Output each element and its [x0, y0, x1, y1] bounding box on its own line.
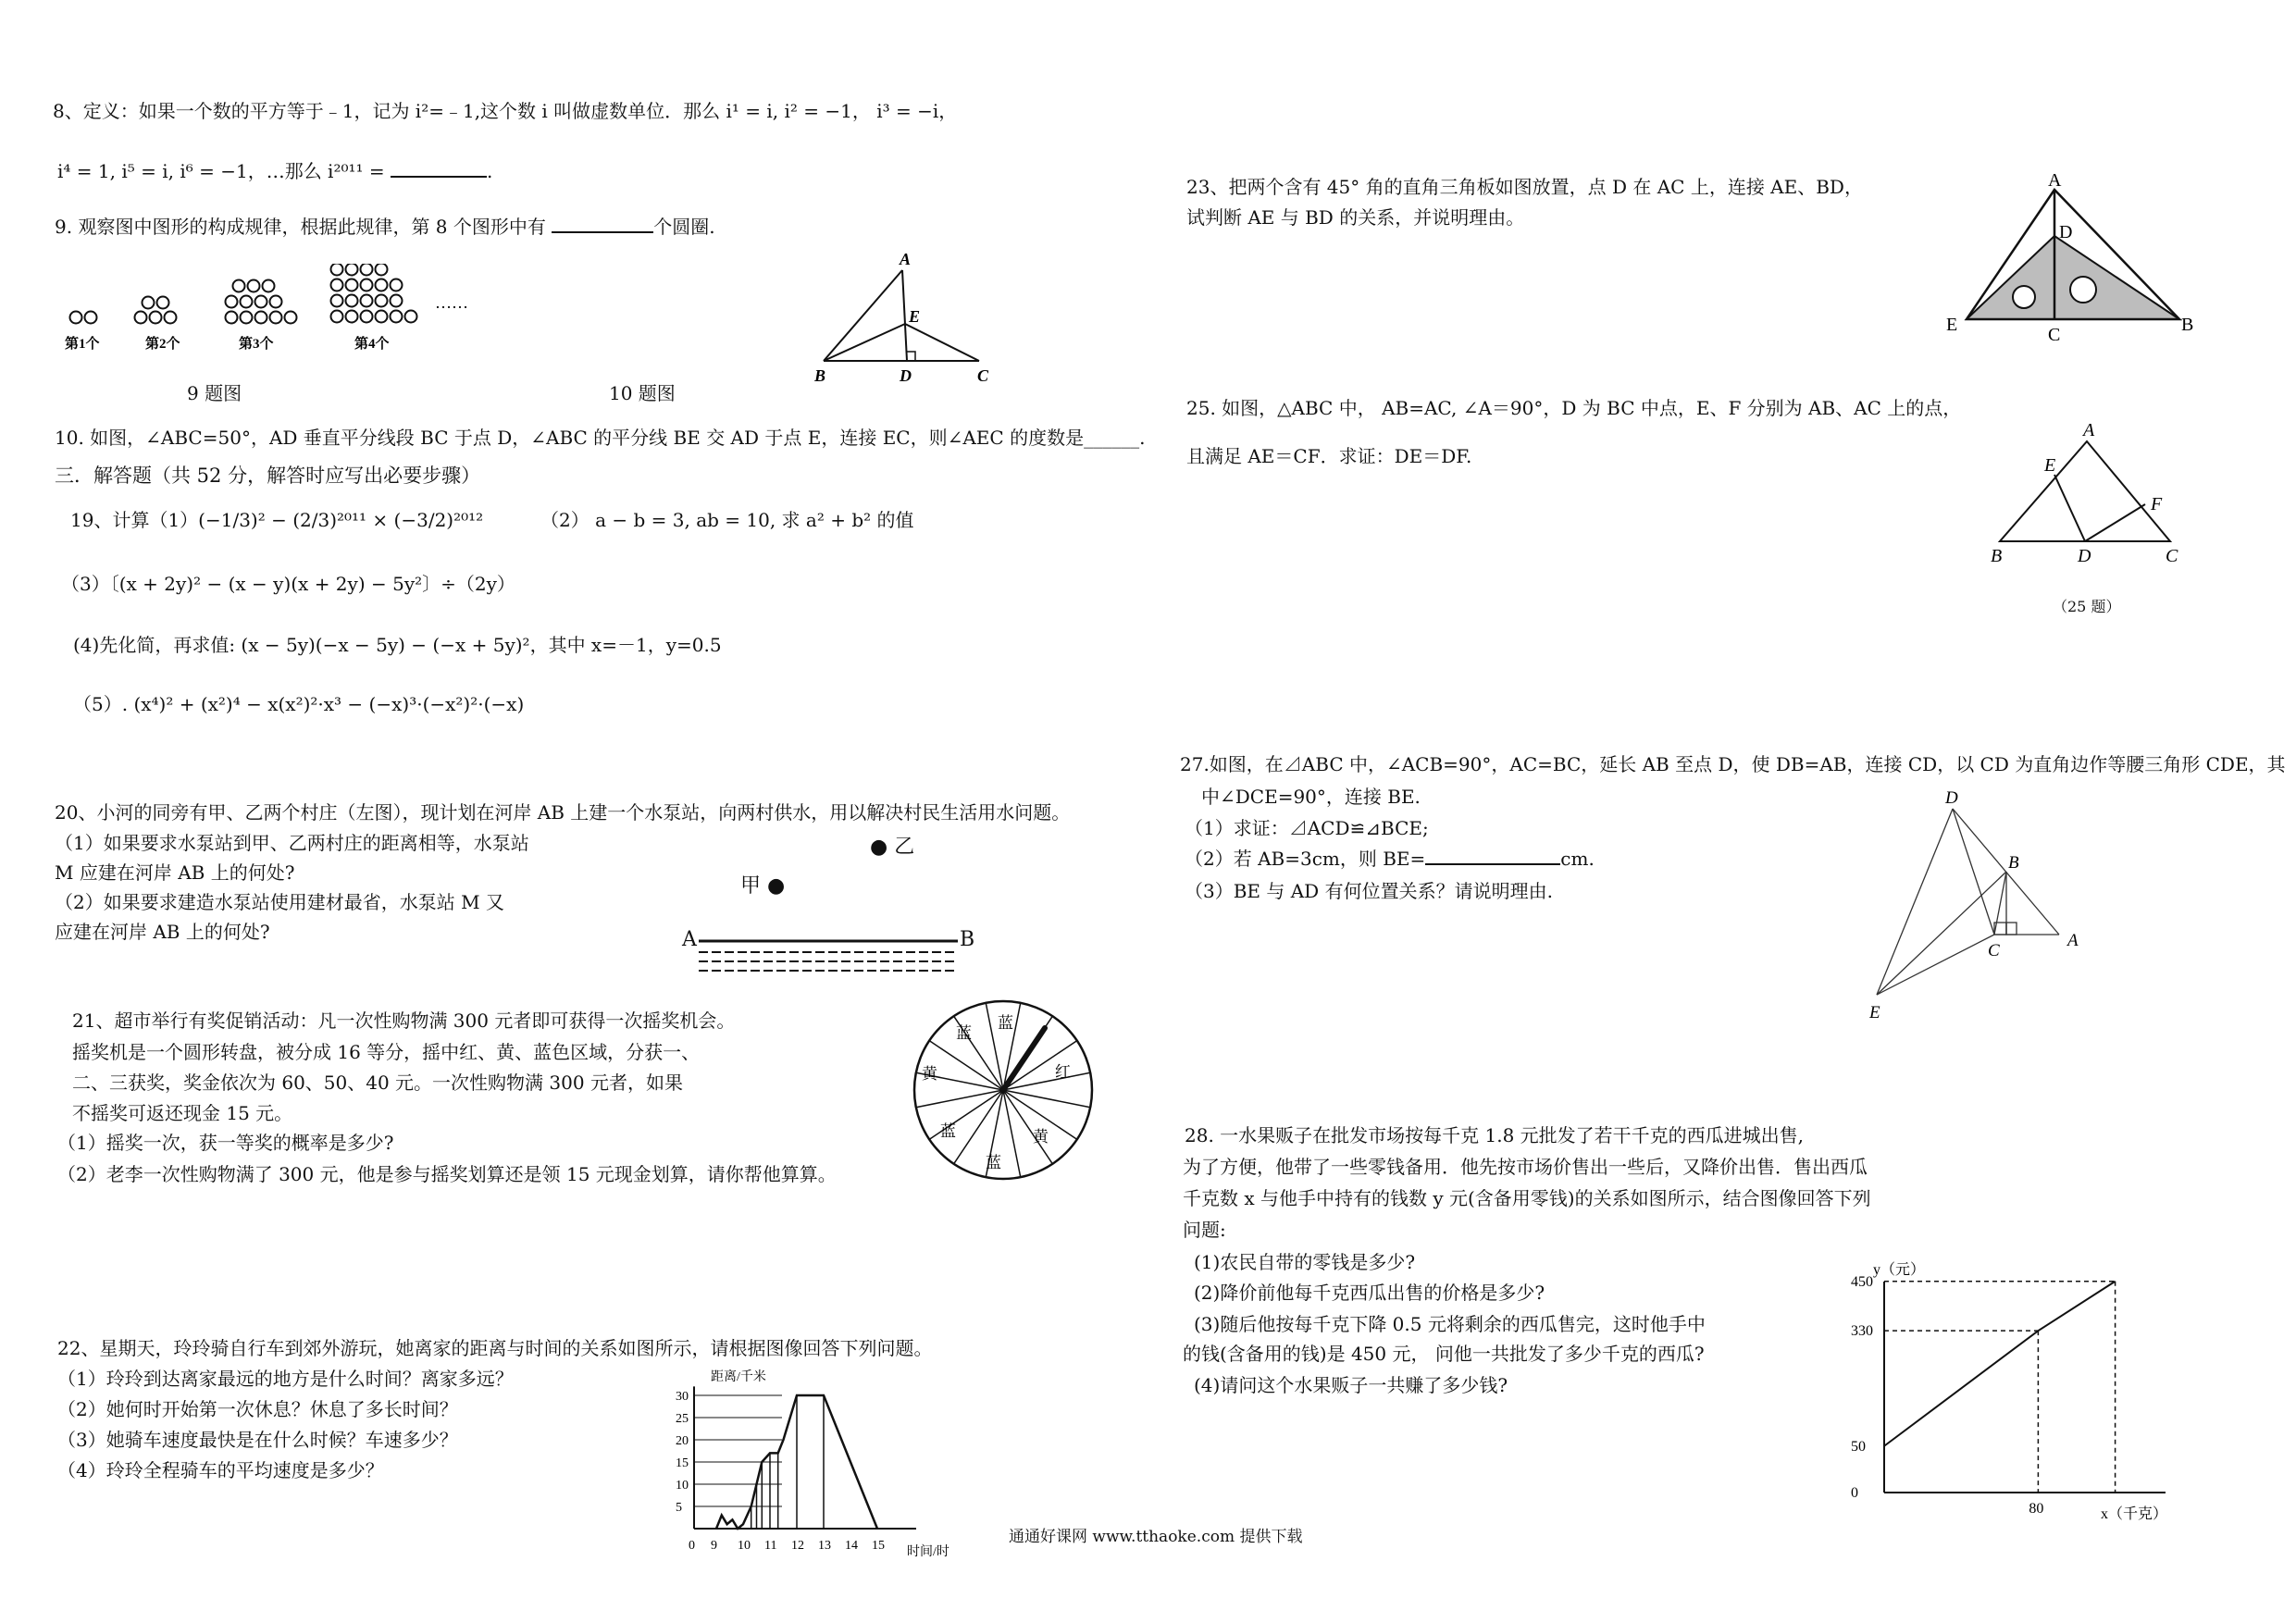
q28-line3: 千克数 x 与他手中持有的钱数 y 元(含备用零钱)的关系如图所示，结合图像回答下列: [1183, 1187, 1871, 1209]
segment-ab: [824, 270, 902, 361]
x-axis-label: 时间/时: [907, 1545, 949, 1559]
q27-part2-text: （2）若 AB=3cm，则 BE=: [1185, 848, 1426, 870]
q10-caption: 10 题图: [609, 382, 676, 404]
chart-dashed-guides: [1884, 1282, 2116, 1493]
segment-eb: [1877, 872, 2006, 995]
q22-distance-time-chart: [674, 1369, 951, 1564]
point-a: A: [2048, 171, 2062, 191]
q28-line5: (1)农民自带的零钱是多少?: [1194, 1251, 1416, 1273]
point-c: C: [2166, 546, 2178, 566]
q20-line5: 应建在河岸 AB 上的何处?: [55, 921, 270, 943]
segment-df: [2085, 504, 2145, 541]
pattern-3: [226, 280, 297, 324]
point-e: E: [2044, 455, 2056, 476]
x-tick-label: 0: [689, 1539, 695, 1553]
point-d: D: [900, 366, 912, 385]
q23-set-squares-figure: [1939, 171, 2198, 342]
q28-line9: (4)请问这个水果贩子一共赚了多少钱?: [1194, 1374, 1508, 1396]
section-3-heading: 三．解答题（共 52 分，解答时应写出必要步骤）: [55, 465, 481, 487]
point-e: E: [1869, 1003, 1880, 1022]
q20-line1: 20、小河的同旁有甲、乙两个村庄（左图），现计划在河岸 AB 上建一个水泵站，向两村供水，用以解决村民生活用水问题。: [55, 801, 1071, 824]
q21-line6: （2）老李一次性购物满了 300 元，他是参与摇奖划算还是领 15 元现金划算，请你帮他算算。: [57, 1163, 837, 1185]
prize-wheel-figure: [911, 997, 1096, 1183]
point-b: B: [814, 366, 826, 385]
q9-text-end: 个圆圈.: [653, 216, 715, 238]
point-c: C: [977, 366, 989, 385]
q8-line1: 8、定义：如果一个数的平方等于﹣1，记为 i²=﹣1,这个数 i 叫做虚数单位．那么 i¹ = i, i² = −1， i³ = −i，: [53, 100, 958, 122]
q9-text: 9. 观察图中图形的构成规律，根据此规律，第 8 个图形中有: [55, 216, 546, 238]
q9-question: [55, 215, 715, 239]
q21-line3: 二、三获奖，奖金依次为 60、50、40 元。一次性购物满 300 元者，如果: [72, 1072, 683, 1094]
y-axis-label: 距离/千米: [711, 1370, 766, 1384]
segment-de: [2054, 475, 2085, 541]
sector-label-5: 黄: [1033, 1128, 1049, 1146]
segment-be: [824, 324, 905, 361]
pattern-2: [135, 297, 177, 324]
q25-caption: （25 题）: [2053, 598, 2121, 615]
q27-line2: 中∠DCE=90°，连接 BE.: [1201, 786, 1421, 808]
y-tick-label: 450: [1851, 1273, 1873, 1290]
segment-de: [1877, 809, 1953, 995]
q27-triangle-figure: [1869, 787, 2110, 1027]
q28-money-weight-chart: [1832, 1254, 2184, 1531]
x-tick-label: 12: [791, 1539, 804, 1553]
segment-ad: [902, 270, 907, 361]
q9-caption: 9 题图: [187, 382, 242, 404]
x-axis-label: x（千克）: [2101, 1506, 2168, 1522]
chart-ticks: [1851, 1274, 2043, 1517]
pattern-label-3: 第3个: [239, 337, 274, 352]
pattern-label-2: 第2个: [145, 337, 180, 352]
right-angle-mark: [907, 352, 915, 361]
point-a: A: [900, 250, 912, 268]
bank-label-b: B: [960, 928, 975, 951]
y-tick-label: 5: [676, 1501, 682, 1515]
q19-part2: （2） a − b = 3, ab = 10, 求 a² + b² 的值: [540, 509, 914, 531]
q27-line1: 27.如图，在⊿ABC 中，∠ACB=90°，AC=BC，延长 AB 至点 D，使 DB=AB，连接 CD，以 CD 为直角边作等腰三角形 CDE，其: [1180, 753, 2286, 775]
river-figure: [699, 930, 960, 976]
point-f: F: [2151, 494, 2163, 514]
q28-line8: 的钱(含备用的钱)是 450 元， 问他一共批发了多少千克的西瓜?: [1183, 1343, 1705, 1365]
pattern-1: [70, 312, 97, 324]
q21-line1: 21、超市举行有奖促销活动：凡一次性购物满 300 元者即可获得一次摇奖机会。: [72, 1010, 736, 1032]
point-b: B: [2008, 853, 2019, 873]
x-tick-label: 14: [845, 1539, 858, 1553]
y-tick-label: 10: [676, 1479, 689, 1493]
sector-label-6: 蓝: [940, 1122, 956, 1140]
q25-triangle-figure: [1976, 421, 2189, 569]
q22-line4: （3）她骑车速度最快是在什么时候？车速多少？: [57, 1429, 458, 1451]
q8-line2-text: i⁴ = 1, i⁵ = i, i⁶ = −1，…那么 i²⁰¹¹ =: [57, 160, 385, 182]
q22-line1: 22、星期天，玲玲骑自行车到郊外游玩，她离家的距离与时间的关系如图所示，请根据图像回答下列问题。: [57, 1337, 933, 1359]
point-a: A: [2067, 931, 2079, 950]
point-c: C: [2048, 325, 2061, 342]
q28-line7: (3)随后他按每千克下降 0.5 元将剩余的西瓜售完，这时他手中: [1194, 1313, 1706, 1335]
x-tick-label: 9: [711, 1539, 717, 1553]
q8-answer-blank[interactable]: [391, 159, 487, 178]
q27-answer-blank[interactable]: [1425, 847, 1560, 865]
point-e: E: [1946, 315, 1958, 335]
point-d: D: [2078, 546, 2091, 566]
y-tick-label: 30: [676, 1390, 689, 1404]
sector-label-1: 蓝: [956, 1024, 972, 1042]
q8-line2-end: .: [487, 160, 493, 182]
q28-line2: 为了方便，他带了一些零钱备用．他先按市场价售出一些后，又降价出售．售出西瓜: [1183, 1156, 1868, 1178]
q22-line3: （2）她何时开始第一次休息？休息了多长时间？: [57, 1398, 458, 1420]
pattern-4: [331, 264, 417, 323]
q8-line2: [57, 159, 492, 183]
q27-line4: [1185, 847, 1595, 871]
segment-ec: [905, 324, 979, 361]
q25-line2: 且满足 AE＝CF．求证：DE＝DF.: [1186, 445, 1472, 467]
q19-part3: （3）〔(x + 2y)² − (x − y)(x + 2y) − 5y²〕÷（2y）: [61, 573, 515, 595]
q22-line2: （1）玲玲到达离家最远的地方是什么时间？离家多远？: [57, 1368, 514, 1390]
village-jia: 甲 ●: [740, 874, 786, 898]
sector-label-4: 黄: [922, 1065, 937, 1083]
x-tick-label: 15: [872, 1539, 885, 1553]
q23-line2: 试判断 AE 与 BD 的关系，并说明理由。: [1186, 206, 1525, 229]
q21-line5: （1）摇奖一次，获一等奖的概率是多少?: [57, 1132, 394, 1154]
q19-part5: （5）. (x⁴)² + (x²)⁴ − x(x²)²·x³ − (−x)³·(−x²)²·(−x): [73, 693, 525, 715]
segment-ec: [1877, 935, 1994, 995]
q23-line1: 23、把两个含有 45° 角的直角三角板如图放置，点 D 在 AC 上，连接 AE、BD，: [1186, 176, 1863, 198]
q19-part1: 19、计算（1）(−1/3)² − (2/3)²⁰¹¹ × (−3/2)²⁰¹²: [70, 509, 484, 531]
q9-circle-pattern-figure: [56, 264, 490, 365]
y-axis-label: y（元）: [1873, 1262, 1926, 1278]
q28-line4: 问题:: [1183, 1219, 1226, 1241]
q9-answer-blank[interactable]: [552, 215, 653, 233]
segment-dc: [1953, 809, 1994, 935]
q28-line1: 28. 一水果贩子在批发市场按每千克 1.8 元批发了若干千克的西瓜进城出售,: [1185, 1124, 1805, 1146]
x-tick-label: 10: [738, 1539, 751, 1553]
chart-axes: [694, 1386, 916, 1529]
sector-label-3: 红: [1055, 1063, 1071, 1081]
set-square-hole-left: [2013, 286, 2035, 308]
triangle-abc: [2000, 441, 2170, 541]
q27-line3: （1）求证：⊿ACD≌⊿BCE;: [1185, 817, 1429, 839]
bank-label-a: A: [682, 928, 697, 951]
money-series-line: [1884, 1282, 2116, 1446]
q20-line3: M 应建在河岸 AB 上的何处?: [55, 861, 295, 884]
y-tick-label: 50: [1851, 1438, 1866, 1455]
point-e: E: [909, 307, 921, 326]
q10-triangle-figure: [796, 250, 1018, 389]
chart-grid: [694, 1395, 782, 1506]
q22-line5: （4）玲玲全程骑车的平均速度是多少？: [57, 1459, 384, 1481]
q20-line2: （1）如果要求水泵站到甲、乙两村庄的距离相等，水泵站: [55, 832, 529, 854]
point-b: B: [1991, 546, 2003, 566]
y-tick-label: 330: [1851, 1323, 1873, 1340]
q27-line5: （3）BE 与 AD 有何位置关系？请说明理由.: [1185, 880, 1553, 902]
x-tick-label: 11: [764, 1539, 777, 1553]
point-c: C: [1988, 941, 2000, 960]
x-tick-label: 13: [818, 1539, 831, 1553]
triangle-ecd-shaded: [1967, 236, 2179, 319]
q25-line1: 25. 如图，△ABC 中， AB=AC, ∠A＝90°，D 为 BC 中点，E、F 分别为 AB、AC 上的点，: [1186, 397, 1962, 419]
sector-label-2: 蓝: [998, 1014, 1013, 1032]
set-square-hole-right: [2070, 277, 2096, 303]
q20-line4: （2）如果要求建造水泵站使用建材最省，水泵站 M 又: [55, 891, 504, 913]
q27-unit: cm.: [1560, 848, 1595, 870]
sector-label-7: 蓝: [986, 1154, 1001, 1171]
pattern-label-4: 第4个: [354, 337, 390, 352]
pattern-ellipsis: ……: [435, 293, 468, 312]
x-tick-label: 80: [2029, 1501, 2044, 1517]
q28-line6: (2)降价前他每千克西瓜出售的价格是多少?: [1194, 1282, 1545, 1304]
village-yi: ● 乙: [870, 836, 915, 859]
point-d: D: [2059, 222, 2073, 242]
pattern-label-1: 第1个: [65, 337, 100, 352]
q21-line2: 摇奖机是一个圆形转盘，被分成 16 等分，摇中红、黄、蓝色区域，分获一、: [72, 1041, 701, 1063]
chart-vertical-guides: [751, 1395, 824, 1529]
y-tick-label: 25: [676, 1412, 689, 1426]
q21-line4: 不摇奖可返还现金 15 元。: [72, 1102, 293, 1124]
q19-part4: (4)先化简，再求值: (x − 5y)(−x − 5y) − (−x + 5y)²，其中 x=－1，y=0.5: [73, 634, 722, 656]
q10-question: 10. 如图，∠ABC=50°，AD 垂直平分线段 BC 于点 D，∠ABC 的平分线 BE 交 AD 于点 E，连接 EC，则∠AEC 的度数是______.: [55, 427, 1146, 449]
footer-source: 通通好课网 www.tthaoke.com 提供下载: [1009, 1528, 1303, 1546]
point-d: D: [1945, 788, 1958, 808]
chart-axes: [1884, 1282, 2166, 1493]
point-b: B: [2181, 315, 2194, 335]
point-a: A: [2083, 421, 2095, 440]
y-tick-label: 15: [676, 1456, 689, 1470]
y-tick-label: 20: [676, 1434, 689, 1448]
y-tick-label: 0: [1851, 1485, 1858, 1501]
right-angle-mark-b: [2006, 923, 2017, 935]
